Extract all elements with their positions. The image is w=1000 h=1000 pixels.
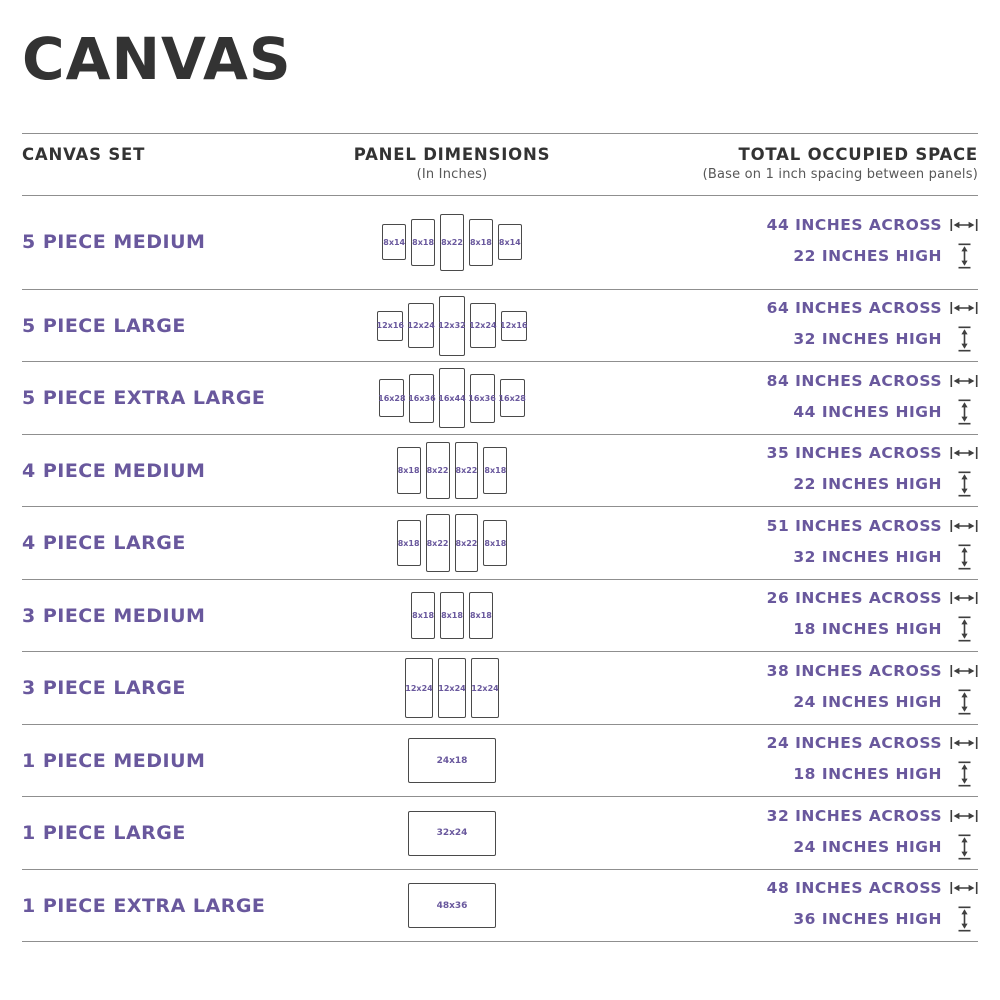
high-value: 24 INCHES HIGH	[793, 692, 942, 711]
page-title: CANVAS	[22, 25, 292, 93]
high-value: 18 INCHES HIGH	[793, 620, 942, 639]
panel	[397, 447, 421, 494]
panel-size-label: 8x18	[412, 611, 435, 621]
canvas-set-row	[22, 290, 978, 363]
canvas-set-row	[22, 870, 978, 943]
across-measure	[767, 444, 978, 462]
panel	[408, 811, 496, 856]
panel-size-label: 32x24	[436, 828, 468, 839]
panel-size-label: 16x36	[408, 393, 436, 403]
high-measure	[793, 243, 978, 269]
header-canvas-set	[22, 145, 292, 164]
panel	[470, 374, 495, 423]
set-name: 1 PIECE MEDIUM	[22, 749, 206, 772]
panel	[439, 296, 465, 356]
panel-diagram	[292, 442, 612, 499]
panel-size-label: 8x22	[426, 466, 449, 476]
occupied-space	[612, 879, 978, 932]
panel-size-label: 8x22	[455, 466, 478, 476]
panel-diagram	[292, 296, 612, 356]
across-measure	[767, 517, 978, 535]
high-measure	[793, 471, 978, 497]
occupied-space	[612, 216, 978, 269]
panel-size-label: 12x16	[376, 321, 404, 331]
across-value: 35 INCHES ACROSS	[766, 444, 942, 463]
panel-size-label: 8x18	[469, 237, 492, 247]
high-measure	[793, 399, 978, 425]
canvas-set-row	[22, 196, 978, 290]
panel-size-label: 8x22	[441, 237, 463, 247]
across-value: 84 INCHES ACROSS	[766, 371, 942, 390]
high-value: 32 INCHES HIGH	[793, 547, 942, 566]
panel-size-label: 8x18	[484, 538, 507, 548]
vertical-extent-arrow-icon	[950, 243, 978, 269]
panel-size-label: 12x32	[438, 321, 466, 331]
panel-size-label: 12x24	[407, 321, 435, 331]
across-value: 26 INCHES ACROSS	[766, 589, 942, 608]
high-measure	[793, 616, 978, 642]
panel	[411, 592, 435, 639]
panel-size-label: 24x18	[436, 755, 468, 766]
panel-diagram	[292, 592, 612, 639]
occupied-space	[612, 372, 978, 425]
across-value: 44 INCHES ACROSS	[766, 215, 942, 234]
horizontal-extent-arrow-icon	[950, 300, 978, 316]
horizontal-extent-arrow-icon	[950, 880, 978, 896]
panel	[440, 214, 464, 271]
panel-diagram	[292, 514, 612, 571]
header-panel-dimensions-sublabel: (In Inches)	[416, 166, 488, 182]
panel-size-label: 8x18	[397, 466, 420, 476]
panel-size-label: 8x18	[469, 611, 492, 621]
across-measure	[767, 299, 978, 317]
panel	[382, 224, 406, 260]
panel	[377, 311, 403, 341]
across-measure	[767, 734, 978, 752]
vertical-extent-arrow-icon	[950, 616, 978, 642]
canvas-set-row	[22, 435, 978, 508]
panel	[470, 303, 496, 348]
header-total-occupied-space-label: TOTAL OCCUPIED SPACE	[738, 144, 978, 164]
occupied-space	[612, 517, 978, 570]
across-value: 64 INCHES ACROSS	[766, 299, 942, 318]
occupied-space	[612, 662, 978, 715]
occupied-space	[612, 807, 978, 860]
panel	[426, 514, 450, 571]
panel	[438, 658, 466, 718]
panel-size-label: 12x24	[405, 683, 433, 693]
set-name: 4 PIECE MEDIUM	[22, 459, 206, 482]
across-measure	[767, 372, 978, 390]
panel	[483, 520, 507, 567]
panel	[439, 368, 464, 428]
canvas-set-row	[22, 797, 978, 870]
panel	[500, 379, 525, 417]
set-name: 5 PIECE EXTRA LARGE	[22, 387, 266, 410]
high-value: 32 INCHES HIGH	[793, 330, 942, 349]
panel	[411, 219, 435, 266]
header-panel-dimensions-label: PANEL DIMENSIONS	[353, 144, 551, 164]
panel-size-label: 12x24	[469, 321, 497, 331]
high-value: 22 INCHES HIGH	[793, 475, 942, 494]
across-measure	[767, 216, 978, 234]
header-canvas-set-label: CANVAS SET	[22, 144, 146, 164]
set-name: 5 PIECE MEDIUM	[22, 231, 206, 254]
high-measure	[793, 544, 978, 570]
panel-size-label: 16x36	[468, 393, 496, 403]
high-value: 24 INCHES HIGH	[793, 837, 942, 856]
panel	[405, 658, 433, 718]
horizontal-extent-arrow-icon	[950, 808, 978, 824]
vertical-extent-arrow-icon	[950, 689, 978, 715]
panel	[440, 592, 464, 639]
panel-diagram	[292, 368, 612, 428]
across-measure	[767, 589, 978, 607]
panel	[408, 883, 496, 928]
panel-size-label: 8x18	[412, 237, 435, 247]
horizontal-extent-arrow-icon	[950, 590, 978, 606]
canvas-set-row	[22, 580, 978, 653]
across-value: 48 INCHES ACROSS	[766, 879, 942, 898]
high-measure	[793, 761, 978, 787]
panel-diagram	[292, 883, 612, 928]
across-value: 24 INCHES ACROSS	[766, 734, 942, 753]
panel	[426, 442, 450, 499]
panel-diagram	[292, 658, 612, 718]
horizontal-extent-arrow-icon	[950, 518, 978, 534]
vertical-extent-arrow-icon	[950, 399, 978, 425]
panel	[408, 738, 496, 783]
panel-size-label: 12x16	[500, 321, 528, 331]
high-value: 44 INCHES HIGH	[793, 402, 942, 421]
high-measure	[793, 834, 978, 860]
panel-size-label: 16x44	[438, 393, 466, 403]
panel-size-label: 8x18	[484, 466, 507, 476]
header-total-occupied-space	[612, 145, 978, 182]
panel	[379, 379, 404, 417]
panel	[408, 303, 434, 348]
panel	[469, 219, 493, 266]
horizontal-extent-arrow-icon	[950, 217, 978, 233]
panel-size-label: 16x28	[378, 393, 406, 403]
across-measure	[767, 807, 978, 825]
vertical-extent-arrow-icon	[950, 761, 978, 787]
header-panel-dimensions	[292, 145, 612, 182]
panel-size-label: 12x24	[438, 683, 466, 693]
vertical-extent-arrow-icon	[950, 834, 978, 860]
horizontal-extent-arrow-icon	[950, 445, 978, 461]
panel	[471, 658, 499, 718]
set-name: 3 PIECE MEDIUM	[22, 604, 206, 627]
horizontal-extent-arrow-icon	[950, 735, 978, 751]
canvas-set-row	[22, 507, 978, 580]
occupied-space	[612, 444, 978, 497]
vertical-extent-arrow-icon	[950, 471, 978, 497]
across-measure	[767, 662, 978, 680]
panel-size-label: 8x14	[383, 237, 406, 247]
high-value: 36 INCHES HIGH	[793, 910, 942, 929]
occupied-space	[612, 734, 978, 787]
panel	[483, 447, 507, 494]
set-name: 3 PIECE LARGE	[22, 677, 186, 700]
horizontal-extent-arrow-icon	[950, 373, 978, 389]
vertical-extent-arrow-icon	[950, 544, 978, 570]
panel-diagram	[292, 738, 612, 783]
vertical-extent-arrow-icon	[950, 326, 978, 352]
occupied-space	[612, 589, 978, 642]
panel-size-label: 8x22	[455, 538, 478, 548]
occupied-space	[612, 299, 978, 352]
panel-size-label: 8x22	[426, 538, 449, 548]
across-value: 32 INCHES ACROSS	[766, 806, 942, 825]
header-total-occupied-space-sublabel: (Base on 1 inch spacing between panels)	[702, 166, 978, 182]
panel-size-label: 8x18	[441, 611, 463, 621]
panel	[455, 442, 479, 499]
set-name: 1 PIECE LARGE	[22, 822, 186, 845]
high-measure	[793, 326, 978, 352]
high-measure	[793, 689, 978, 715]
panel	[397, 520, 421, 567]
panel	[455, 514, 479, 571]
panel-size-label: 16x28	[498, 393, 526, 403]
canvas-set-rows	[22, 196, 978, 943]
panel	[469, 592, 493, 639]
panel-size-label: 48x36	[436, 900, 468, 911]
panel-size-label: 8x18	[397, 538, 420, 548]
panel-size-label: 8x14	[498, 237, 521, 247]
across-value: 51 INCHES ACROSS	[766, 516, 942, 535]
high-measure	[793, 906, 978, 932]
panel	[501, 311, 527, 341]
across-measure	[767, 879, 978, 897]
horizontal-extent-arrow-icon	[950, 663, 978, 679]
high-value: 22 INCHES HIGH	[793, 246, 942, 265]
panel-size-label: 12x24	[471, 683, 499, 693]
set-name: 5 PIECE LARGE	[22, 314, 186, 337]
high-value: 18 INCHES HIGH	[793, 765, 942, 784]
set-name: 1 PIECE EXTRA LARGE	[22, 894, 266, 917]
panel-diagram	[292, 811, 612, 856]
set-name: 4 PIECE LARGE	[22, 532, 186, 555]
table-header	[22, 133, 978, 196]
panel	[498, 224, 522, 260]
across-value: 38 INCHES ACROSS	[766, 661, 942, 680]
canvas-set-row	[22, 362, 978, 435]
vertical-extent-arrow-icon	[950, 906, 978, 932]
canvas-set-row	[22, 652, 978, 725]
canvas-set-row	[22, 725, 978, 798]
panel-diagram	[292, 214, 612, 271]
panel	[409, 374, 434, 423]
